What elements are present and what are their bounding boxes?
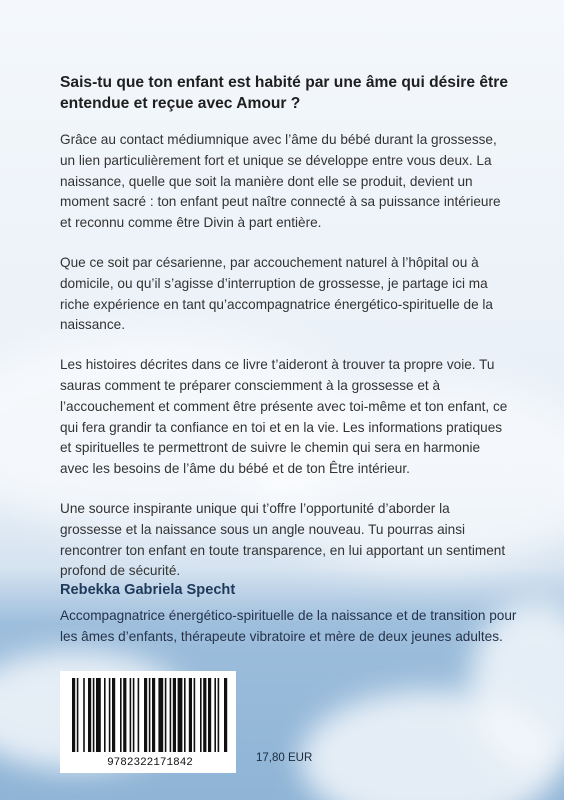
barcode-bar [88, 678, 91, 752]
barcode-bar [224, 678, 227, 752]
barcode-bar [149, 678, 151, 752]
barcode-bar [109, 678, 111, 752]
barcode-bar [165, 678, 167, 752]
blurb-headline: Sais-tu que ton enfant est habité par une âme qui désire être entendue et reçue avec Amour ? [60, 74, 508, 112]
isbn-barcode [60, 671, 236, 773]
author-section [60, 580, 520, 648]
barcode-bar [158, 678, 163, 752]
barcode-bar [72, 678, 75, 752]
blurb-paragraph: Grâce au contact médiumnique avec l’âme du bébé durant la grossesse, un lien particulièrement fort et unique se développe entre vous deux. La naissance, quelle que soit la manière dont elle se produit, devient un moment sacré : ton enfant peut naître connecté à sa puissance intérieure et reconnu comme être Divin à part entière. [60, 132, 501, 231]
barcode-bar [138, 678, 140, 752]
barcode-bar [120, 678, 122, 752]
barcode-bar [104, 678, 106, 752]
barcode-bar [218, 678, 220, 752]
barcode-bar [214, 678, 216, 752]
barcode-bar [189, 678, 192, 752]
barcode-bar [184, 678, 186, 752]
price-label: 17,80 EUR [256, 752, 313, 764]
barcode-bar [194, 678, 196, 752]
barcode-bar [83, 678, 85, 752]
barcode-bar [208, 678, 211, 752]
barcode-graphic [60, 671, 236, 773]
barcode-bar [130, 678, 132, 752]
author-name: Rebekka Gabriela Specht [60, 582, 236, 598]
barcode-bar [93, 678, 95, 752]
author-bio: Accompagnatrice énergético-spirituelle de la naissance et de transition pour les âmes d’enfants, thérapeute vibratoire et mère de deux jeunes adultes. [60, 608, 517, 644]
barcode-bar [77, 678, 79, 752]
barcode-bar [123, 678, 126, 752]
barcode-bar [152, 678, 155, 752]
blurb-paragraph: Les histoires décrites dans ce livre t’aideront à trouver ta propre voie. Tu sauras comment te préparer consciemment à la grossesse et à l’accouchement et comment être présente avec toi-même et ton enfant, ce qui fera grandir ta confiance en toi et en la vie. Les informations pratiques et spirituelles te permettront de suivre le chemin qui sera en harmonie avec les besoins de l’âme du bébé et de ton Être intérieur. [60, 357, 508, 477]
barcode-bar [203, 678, 206, 752]
barcode-bar [170, 678, 172, 752]
barcode-bar [133, 678, 135, 752]
isbn-digits: 9782322171842 [107, 757, 193, 769]
blurb-paragraph: Que ce soit par césarienne, par accouchement naturel à l’hôpital ou à domicile, ou qu’il s’agisse d’interruption de grossesse, je partage ici ma riche expérience en tant qu’accompagnatrice énergético-spirituelle de la naissance. [60, 254, 493, 333]
barcode-bar [200, 678, 202, 752]
barcode-bar [173, 678, 176, 752]
barcode-bar [178, 678, 183, 752]
barcode-bar [144, 678, 147, 752]
blurb [60, 72, 508, 601]
barcode-bar [96, 678, 101, 752]
blurb-paragraph: Une source inspirante unique qui t’offre l’opportunité d’aborder la grossesse et la naissance sous un angle nouveau. Tu pourras ainsi rencontrer ton enfant en toute transparence, en lui apportant un sentiment profond de sécurité. [60, 500, 506, 579]
barcode-bar [112, 678, 115, 752]
